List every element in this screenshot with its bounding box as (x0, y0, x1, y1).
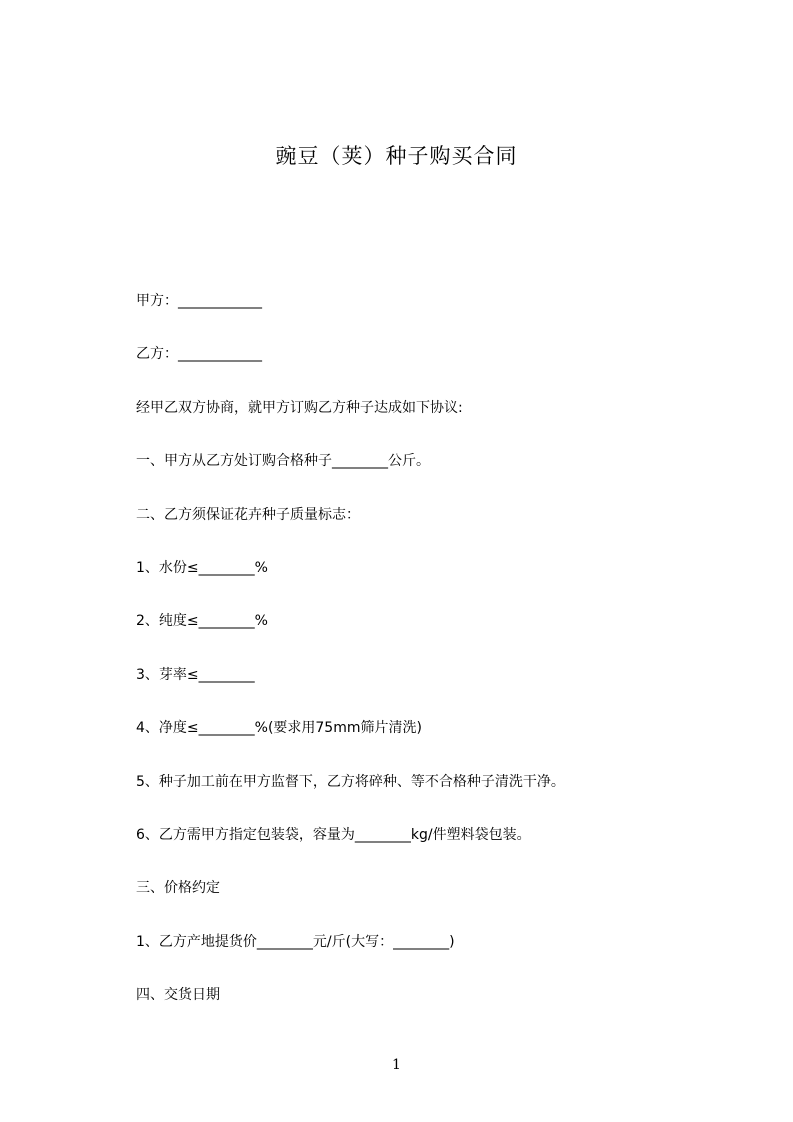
quality-item-germination: 3、芽率≤________ (136, 667, 255, 683)
clause-3-price-heading: 三、价格约定 (136, 880, 220, 896)
quality-item-moisture: 1、水份≤________% (136, 560, 268, 576)
party-b-line: 乙方：____________ (136, 346, 262, 362)
price-item-pickup: 1、乙方产地提货价________元/斤(大写：________) (136, 934, 455, 950)
quality-item-cleaning: 5、种子加工前在甲方监督下，乙方将碎种、等不合格种子清洗干净。 (136, 774, 565, 790)
document-title: 豌豆（荚）种子购买合同 (275, 144, 518, 168)
clause-1-order-quantity: 一、甲方从乙方处订购合格种子________公斤。 (136, 453, 430, 469)
preamble-line: 经甲乙双方协商，就甲方订购乙方种子达成如下协议: (136, 400, 463, 416)
quality-item-purity: 2、纯度≤________% (136, 613, 268, 629)
party-a-line: 甲方：____________ (136, 293, 262, 309)
clause-4-delivery-heading: 四、交货日期 (136, 987, 220, 1003)
quality-item-packaging: 6、乙方需甲方指定包装袋，容量为________kg/件塑料袋包装。 (136, 827, 531, 843)
clause-2-quality-heading: 二、乙方须保证花卉种子质量标志： (136, 507, 360, 523)
page-number: 1 (392, 1057, 401, 1073)
quality-item-cleanliness: 4、净度≤________%(要求用75mm筛片清洗) (136, 720, 422, 736)
